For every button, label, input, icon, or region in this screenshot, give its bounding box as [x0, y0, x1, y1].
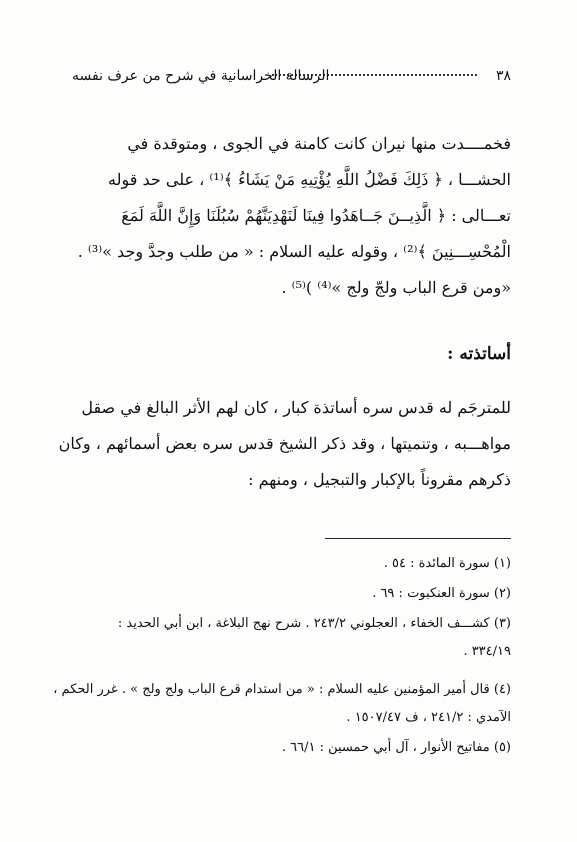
section-heading: أساتذته : [447, 344, 511, 364]
section-line-1: للمترجَم له قدس سره أساتذة كبار ، كان لهم الأثر البالغ في صقل [81, 398, 511, 417]
body-line-3: تعـــالى : ﴿ الَّذِيــنَ جَــاهَدُوا فِينَا لَنَهْدِيَنَّهُمْ سُبُلَنَا وَإِنَّ اللَّهَ لَمَعَ [121, 206, 511, 225]
footnote-4: (٤) قال أمير المؤمنين عليه السلام : « من استدام قرع الباب ولج ولج » . غرر الحكم ، [53, 682, 511, 697]
running-header [72, 68, 511, 88]
footnote-1: (١) سورة المائدة : ٥٤ . [383, 556, 511, 571]
page-number: ٣٨ [495, 68, 511, 84]
footnote-3: (٣) كشـــف الخفاء ، العجلوني ٢٤٣/٢ . شرح نهج البلاغة ، ابن أبي الحديد : [117, 616, 511, 631]
footnote-separator [325, 538, 511, 539]
running-title: الرسالة الخراسانية في شرح من عرف نفسه [72, 68, 330, 84]
body-line-2: الحشـــا ، ﴿ ذَلِكَ فَضْلُ اللَّهِ يُؤْتِيهِ مَنْ يَشَاءُ ﴾⁽¹⁾ ، على حد قوله [108, 170, 511, 189]
footnote-4-continued: الآمدي : ٢٤١/٢ ، ف ١٥٠٧/٤٧ . [346, 710, 511, 725]
section-line-2: مواهـــبه ، وتنميتها ، وقد ذكر الشيخ قدس سره بعض أسمائهم ، وكان [58, 434, 511, 453]
footnote-3-continued: ٣٣٤/١٩ . [463, 644, 511, 659]
body-line-1: فخمــــدت منها نيران كانت كامنة في الجوى ، ومتوقدة في [127, 134, 511, 153]
body-line-5: «ومن قرع الباب ولجّ ولج »⁽⁴⁾ )⁽⁵⁾ . [281, 278, 511, 297]
footnote-2: (٢) سورة العنكبوت : ٦٩ . [372, 586, 511, 601]
body-line-4: الْمُحْسِـــنِينَ ﴾⁽²⁾ ، وقوله عليه السلام : « من طلب وجدَّ وجد »⁽³⁾ . [77, 242, 511, 261]
section-line-3: ذكرهم مقروناً بالإكبار والتبجيل ، ومنهم : [248, 470, 511, 489]
footnote-5: (٥) مفاتيح الأنوار ، آل أبي حمسين : ٦٦/١ . [281, 740, 511, 755]
